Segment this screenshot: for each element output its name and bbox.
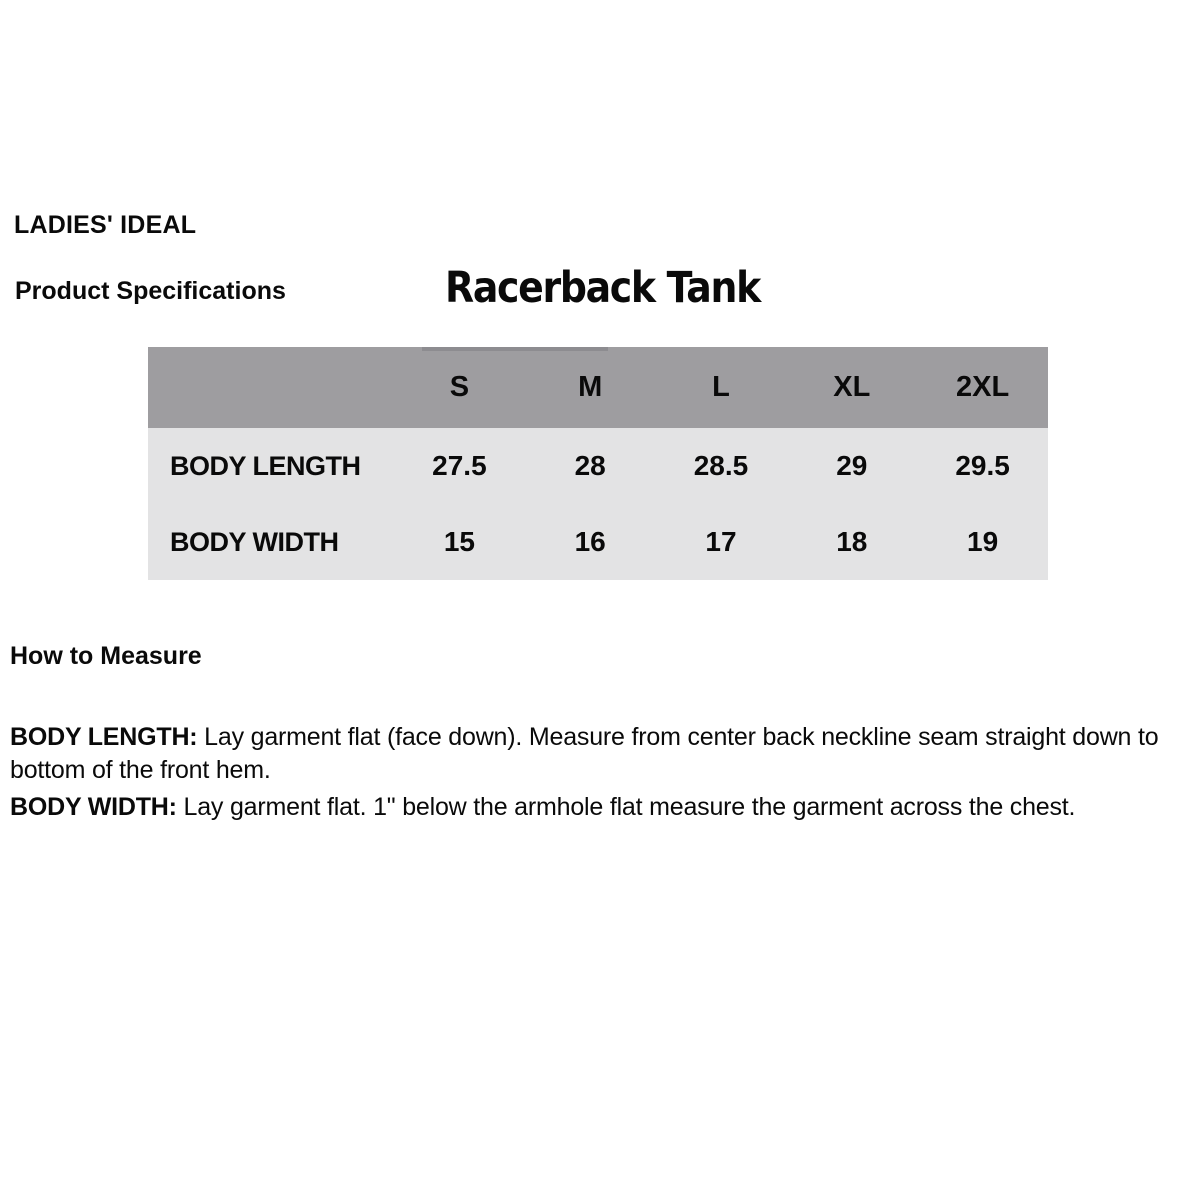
body-length-description: Lay garment flat (face down). Measure from center back neckline seam straight down to bottom of the front hem. <box>10 723 1159 784</box>
body-width-term: BODY WIDTH: <box>10 793 177 821</box>
size-header-spacer <box>148 347 394 428</box>
product-title: Racerback Tank <box>445 263 760 313</box>
column-header-m: M <box>578 371 603 403</box>
body-width-xl: 18 <box>836 526 868 557</box>
brand-heading: LADIES' IDEAL <box>14 211 197 239</box>
body-length-instructions <box>10 721 1196 787</box>
body-length-2xl: 29.5 <box>955 450 1010 481</box>
column-header-xl: XL <box>833 371 871 403</box>
body-width-instructions <box>10 791 1196 824</box>
row-label-body-width: BODY WIDTH <box>170 526 339 557</box>
body-length-term: BODY LENGTH: <box>10 723 198 751</box>
column-header-l: L <box>712 371 730 403</box>
body-length-m: 28 <box>574 450 606 481</box>
body-length-l: 28.5 <box>693 450 749 481</box>
table-row-body-length <box>148 428 1048 504</box>
body-width-s: 15 <box>443 526 475 557</box>
column-header-s: S <box>449 371 470 403</box>
body-length-s: 27.5 <box>432 450 487 481</box>
column-header-2xl: 2XL <box>955 371 1010 403</box>
section-label: Product Specifications <box>15 277 286 305</box>
body-length-xl: 29 <box>836 450 868 481</box>
body-width-m: 16 <box>574 526 606 557</box>
spec-table-header-row <box>148 347 1048 428</box>
table-row-body-width <box>148 504 1048 580</box>
spec-table <box>148 347 1048 580</box>
body-width-2xl: 19 <box>967 526 999 557</box>
how-to-measure-heading: How to Measure <box>10 642 202 670</box>
body-width-l: 17 <box>705 526 737 557</box>
row-label-body-length: BODY LENGTH <box>170 450 361 481</box>
table-top-shading <box>422 347 608 351</box>
body-width-description: Lay garment flat. 1" below the armhole flat measure the garment across the chest. <box>176 793 1076 821</box>
